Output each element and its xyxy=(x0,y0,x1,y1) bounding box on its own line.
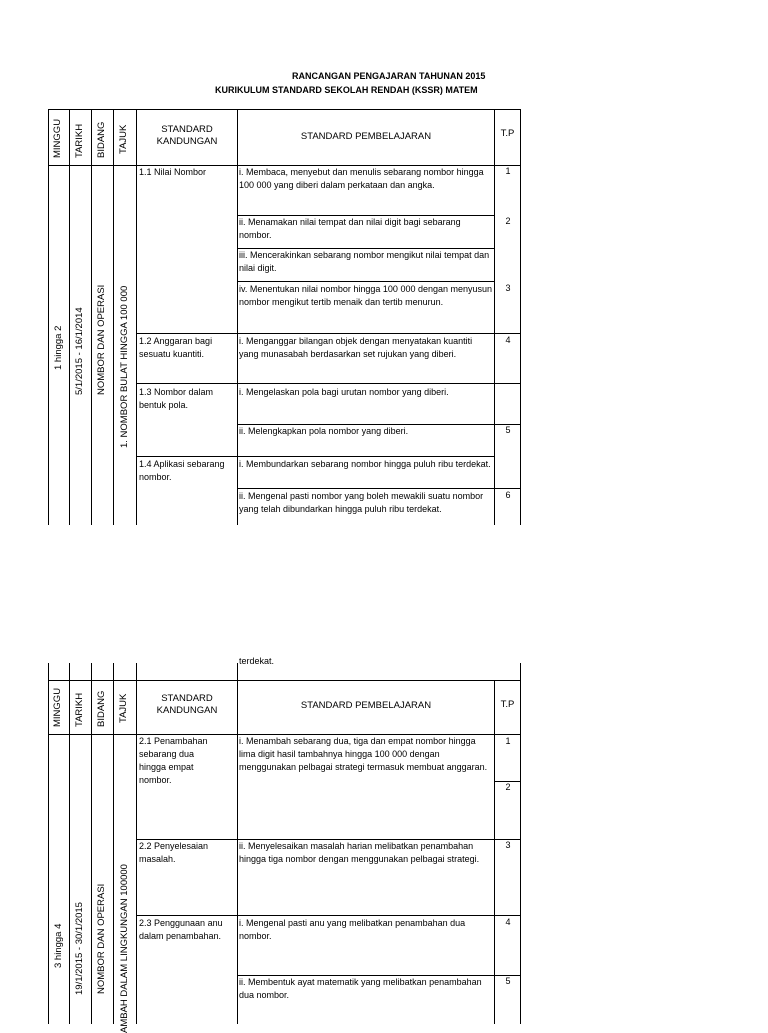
bidang-cell: NOMBOR DAN OPERASI xyxy=(96,883,107,994)
sk-item: 1.2 Anggaran bagi sesuatu kuantiti. xyxy=(139,336,213,359)
sp-item: iii. Mencerakinkan sebarang nombor mengikut nilai tempat dan nilai digit. xyxy=(239,250,490,273)
sk-item: 2.2 Penyelesaian masalah. xyxy=(139,841,209,864)
sp-item: i. Membaca, menyebut dan menulis sebarang nombor hingga 100 000 yang diberi dalam perkataan dan angka. xyxy=(239,167,484,190)
tp-value: 4 xyxy=(505,917,511,927)
header-tarikh: TARIKH xyxy=(74,692,85,727)
continued-text: terdekat. xyxy=(239,656,275,666)
header-bidang: BIDANG xyxy=(96,690,107,727)
header-tp: T.P xyxy=(500,128,515,139)
table-page-2 xyxy=(0,656,768,1033)
sk-item: 2.3 Penggunaan anu dalam penambahan. xyxy=(139,918,223,941)
tp-value: 4 xyxy=(505,335,511,345)
tarikh-cell: 5/1/2015 - 16/1/2014 xyxy=(74,307,85,395)
header-minggu: MINGGU xyxy=(52,118,63,158)
sp-item: ii. Menyelesaikan masalah harian melibatkan penambahan hingga tiga nombor dengan menggunakan pelbagai strategi. xyxy=(239,841,480,864)
sp-item: ii. Menamakan nilai tempat dan nilai digit bagi sebarang nombor. xyxy=(239,217,461,240)
tp-value: 3 xyxy=(505,840,511,850)
sp-item: ii. Membentuk ayat matematik yang melibatkan penambahan dua nombor. xyxy=(239,977,482,1000)
header-minggu: MINGGU xyxy=(52,687,63,727)
tp-value: 2 xyxy=(505,216,511,226)
tp-value: 3 xyxy=(505,283,511,293)
tp-value: 5 xyxy=(505,976,511,986)
minggu-cell: 3 hingga 4 xyxy=(53,923,64,968)
sp-item: i. Mengenal pasti anu yang melibatkan penambahan dua nombor. xyxy=(239,918,466,941)
sp-item: iv. Menentukan nilai nombor hingga 100 000 dengan menyusun nombor mengikut tertib menaik dan tertib menurun. xyxy=(239,284,493,307)
sp-item: i. Menganggar bilangan objek dengan menyatakan kuantiti yang munasabah berdasarkan set rujukan yang diberi. xyxy=(239,336,473,359)
header-bidang: BIDANG xyxy=(96,121,107,158)
header-tajuk: TAJUK xyxy=(118,124,129,154)
header-standard-kandungan: STANDARD KANDUNGAN xyxy=(156,693,218,716)
header-standard-kandungan: STANDARD KANDUNGAN xyxy=(156,124,218,147)
header-standard-pembelajaran: STANDARD PEMBELAJARAN xyxy=(300,700,432,711)
header-tajuk: TAJUK xyxy=(118,693,129,723)
header-standard-pembelajaran: STANDARD PEMBELAJARAN xyxy=(300,131,432,142)
tajuk-cell: 1. NOMBOR BULAT HINGGA 100 000 xyxy=(119,285,130,448)
sp-item: i. Mengelaskan pola bagi urutan nombor yang diberi. xyxy=(239,387,449,397)
sp-item: i. Menambah sebarang dua, tiga dan empat nombor hingga lima digit hasil tambahnya hingga 100 000 dengan menggunakan pelbagai strategi termasuk membuat anggaran. xyxy=(239,736,488,772)
tp-value: 1 xyxy=(505,736,511,746)
sp-item: ii. Melengkapkan pola nombor yang diberi. xyxy=(239,426,409,436)
minggu-cell: 1 hingga 2 xyxy=(53,325,64,370)
tp-value: 1 xyxy=(505,166,511,176)
sk-item: 1.1 Nilai Nombor xyxy=(139,167,207,177)
sk-item: 1.3 Nombor dalam bentuk pola. xyxy=(139,387,214,410)
header-tp: T.P xyxy=(500,699,515,710)
doc-subtitle: KURIKULUM STANDARD SEKOLAH RENDAH (KSSR) MATEM xyxy=(215,85,478,95)
sp-item: i. Membundarkan sebarang nombor hingga puluh ribu terdekat. xyxy=(239,459,491,469)
tp-value: 2 xyxy=(505,782,511,792)
header-tarikh: TARIKH xyxy=(74,123,85,158)
sp-item: ii. Mengenal pasti nombor yang boleh mewakili suatu nombor yang telah dibundarkan hingga puluh ribu terdekat. xyxy=(239,491,484,514)
sk-item: 2.1 Penambahan sebarang dua hingga empat nombor. xyxy=(139,736,208,785)
tajuk-cell: AMBAH DALAM LINGKUNGAN 100000 xyxy=(119,864,130,1033)
doc-title: RANCANGAN PENGAJARAN TAHUNAN 2015 xyxy=(292,71,486,81)
tp-value: 6 xyxy=(505,490,511,500)
tarikh-cell: 19/1/2015 - 30/1/2015 xyxy=(74,902,85,995)
bidang-cell: NOMBOR DAN OPERASI xyxy=(96,284,107,395)
tp-value: 5 xyxy=(505,425,511,435)
sk-item: 1.4 Aplikasi sebarang nombor. xyxy=(139,459,225,482)
